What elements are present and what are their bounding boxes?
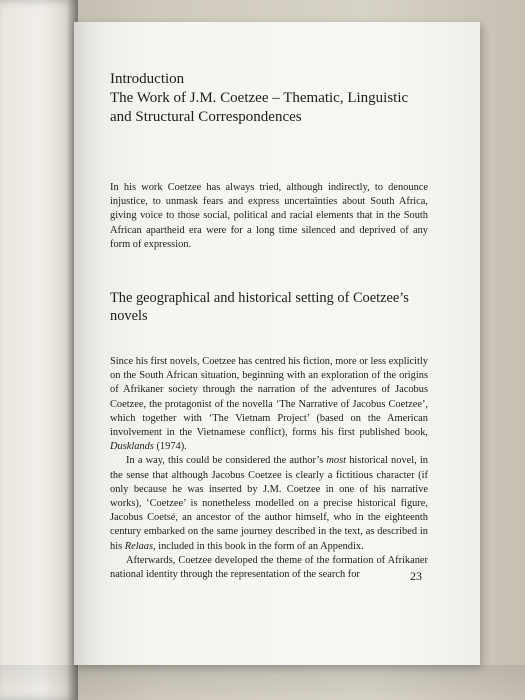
- book-title-relaas: Relaas: [124, 540, 154, 552]
- paragraph-2-tail: , included in this book in the form of an Appendix.: [153, 540, 364, 552]
- heading-line-2: The Work of J.M. Coetzee – Thematic, Linguistic: [110, 90, 409, 106]
- heading-line-3: and Structural Correspondences: [110, 109, 302, 125]
- section-heading: The geographical and historical setting of Coetzee’s novels: [110, 290, 409, 325]
- page-number: 23: [410, 569, 422, 583]
- paragraph-1-text: Since his first novels, Coetzee has centred his fiction, more or less explicitly on the South African situation, beginning with an exploration of the origins of Afrikaner society through the narration of the adventures of Jacobus Coetzee, the protagonist of the novella ‘The Narrative of Jacobus Coetzee’, which together with ‘The Vietnam Project’ (based on the American involvement in the Vietnamese conflict), forms his first published book,: [110, 356, 428, 439]
- book-title-dusklands: Dusklands: [110, 441, 154, 453]
- page-content: [110, 70, 428, 582]
- paragraph-2-middle: historical novel, in the sense that although Jacobus Coetzee is clearly a fictitious character (if only because he was inserted by J.M. Coetzee in one of his narrative works), ‘Coetzee’ is nonetheless modelled on a precise historical figure, Jacobus Coetsé, an ancestor of the author himself, who in the eighteenth century embarked on the same journey described in the text, as described in his: [110, 455, 428, 552]
- left-facing-page: [0, 0, 78, 700]
- chapter-heading: [110, 70, 428, 127]
- heading-line-1: Introduction: [110, 71, 185, 87]
- book-page: [74, 22, 480, 665]
- intro-paragraph: In his work Coetzee has always tried, although indirectly, to denounce injustice, to unmask fears and express uncertainties about South Africa, giving voice to those social, political and racial elements that in the South African apartheid era were for a long time silenced and deprived of any form of expression.: [110, 182, 428, 250]
- paragraph-1: [110, 355, 428, 454]
- emphasis-most: most: [326, 455, 347, 467]
- paragraph-2-text: In a way, this could be considered the author’s: [126, 455, 327, 467]
- paragraph-2: [110, 454, 428, 553]
- body-text: [110, 355, 428, 582]
- paragraph-3: Afterwards, Coetzee developed the theme of the formation of Afrikaner national identity through the representation of the search for: [110, 554, 428, 581]
- bottom-shadow: [0, 665, 525, 700]
- paragraph-1-tail: (1974).: [153, 441, 187, 453]
